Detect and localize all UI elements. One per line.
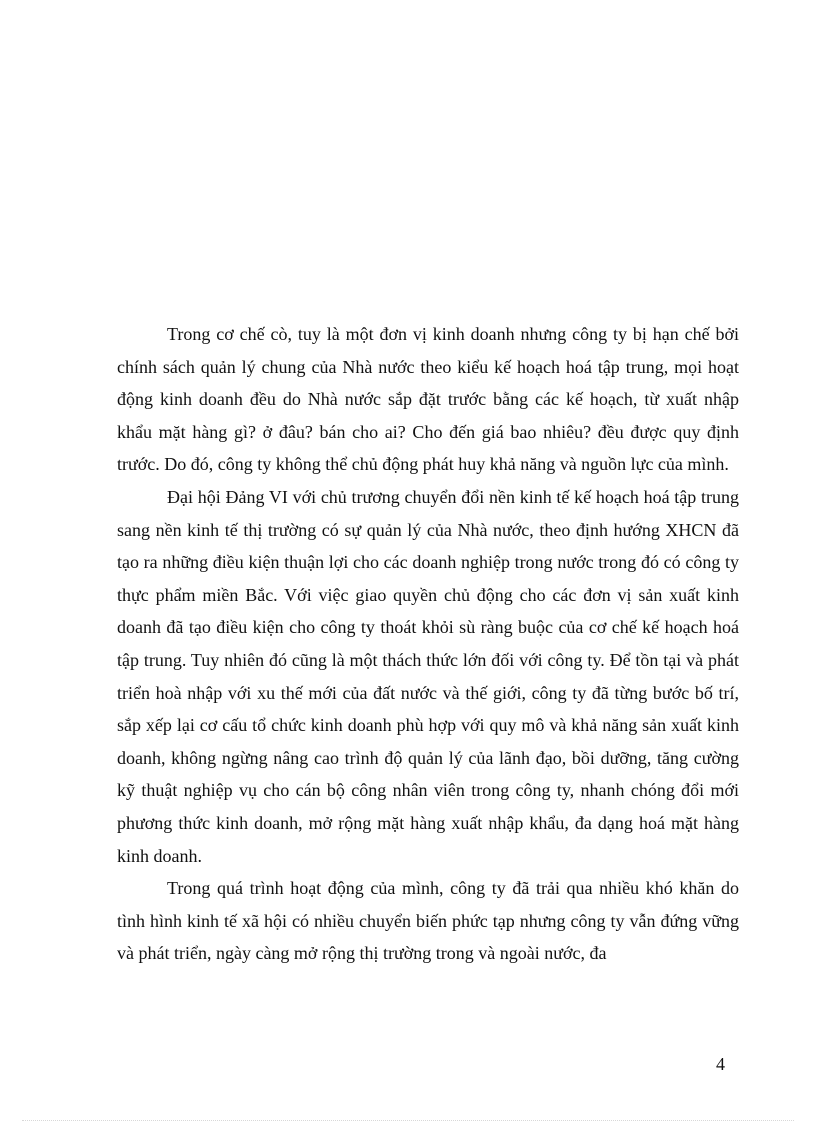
body-text [117, 318, 739, 970]
page-number: 4 [716, 1054, 725, 1074]
paragraph-2: Đại hội Đảng VI với chủ trương chuyển đổi nền kinh tế kế hoạch hoá tập trung sang nền kinh tế thị trường có sự quản lý của Nhà nước, theo định hướng XHCN đã tạo ra những điều kiện thuận lợi cho các doanh nghiệp trong nước trong đó có công ty thực phẩm miền Bắc. Với việc giao quyền chủ động cho các đơn vị sản xuất kinh doanh đã tạo điều kiện cho công ty thoát khỏi sù ràng buộc của cơ chế kế hoạch hoá tập trung. Tuy nhiên đó cũng là một thách thức lớn đối với công ty. Để tồn tại và phát triển hoà nhập với xu thế mới của đất nước và thế giới, công ty đã từng bước bố trí, sắp xếp lại cơ cấu tổ chức kinh doanh phù hợp với quy mô và khả năng sản xuất kinh doanh, không ngừng nâng cao trình độ quản lý của lãnh đạo, bồi dưỡng, tăng cường kỹ thuật nghiệp vụ cho cán bộ công nhân viên trong công ty, nhanh chóng đổi mới phương thức kinh doanh, mở rộng mặt hàng xuất nhập khẩu, đa dạng hoá mặt hàng kinh doanh. [117, 486, 739, 866]
paragraph-1: Trong cơ chế cò, tuy là một đơn vị kinh doanh nhưng công ty bị hạn chế bởi chính sách quản lý chung của Nhà nước theo kiểu kế hoạch hoá tập trung, mọi hoạt động kinh doanh đều do Nhà nước sắp đặt trước bằng các kế hoạch, từ xuất nhập khẩu mặt hàng gì? ở đâu? bán cho ai? Cho đến giá bao nhiêu? đều được quy định trước. Do đó, công ty không thể chủ động phát huy khả năng và nguồn lực của mình. [117, 324, 739, 475]
paragraph-3: Trong quá trình hoạt động của mình, công ty đã trải qua nhiều khó khăn do tình hình kinh tế xã hội có nhiều chuyển biến phức tạp nhưng công ty vẫn đứng vững và phát triển, ngày càng mở rộng thị trường trong và ngoài nước, đa [117, 878, 739, 964]
footer-divider [22, 1120, 794, 1121]
